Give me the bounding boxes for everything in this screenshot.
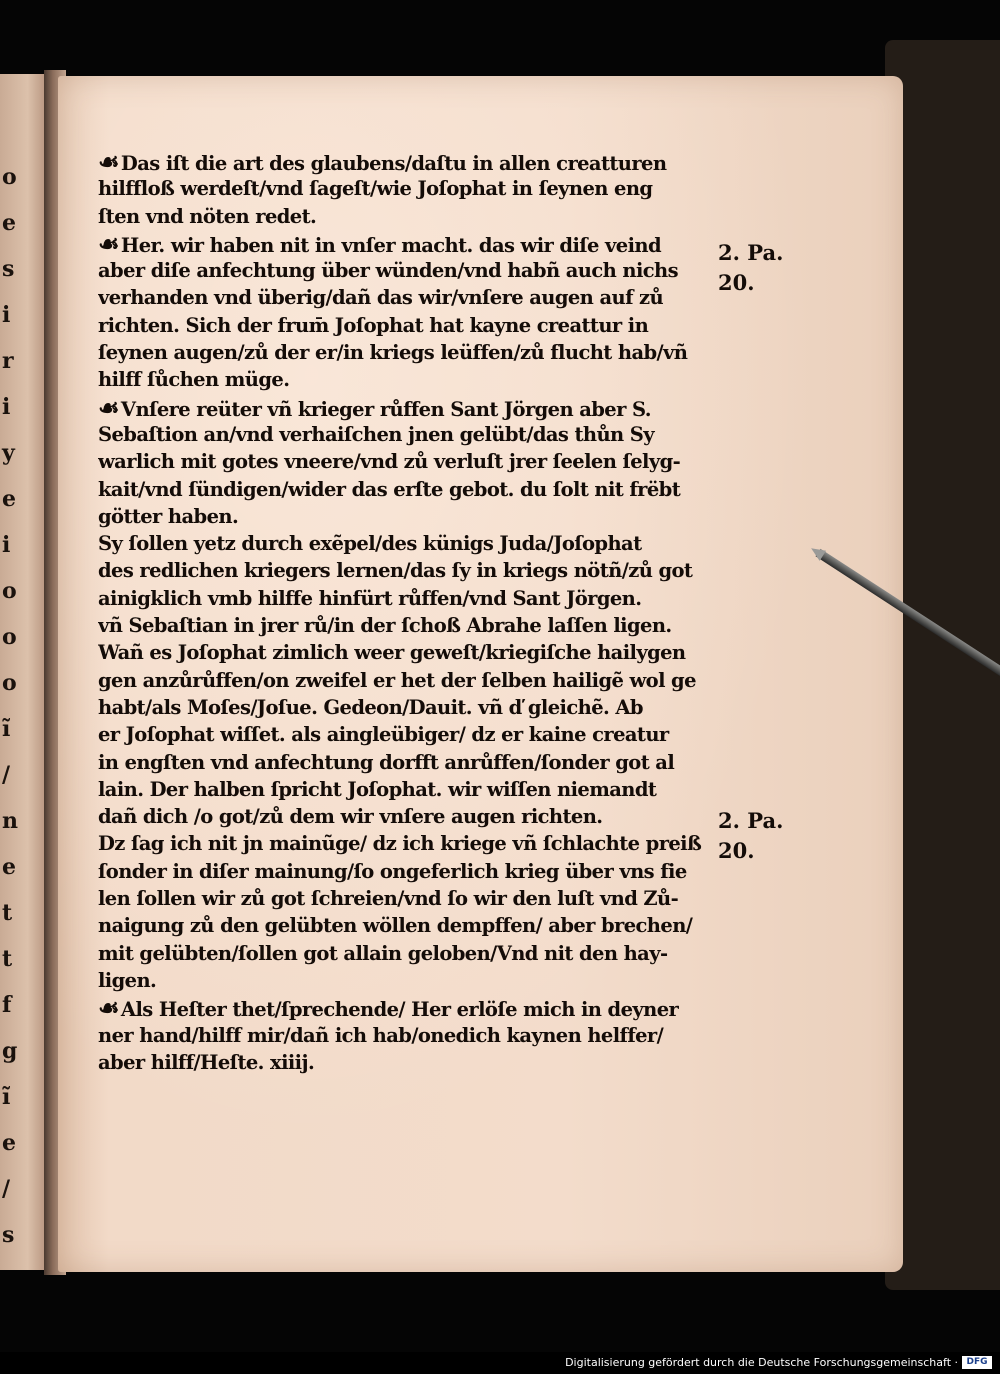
- left-page-edge-glyph: r: [2, 348, 14, 374]
- text-line-content: ſonder in diſer mainung/ſo ongeferlich krieg über vns fie: [98, 859, 687, 883]
- left-page-edge-glyph: i: [2, 394, 11, 420]
- text-line: [98, 994, 718, 1021]
- text-line-content: ner hand/hilff mir/dañ ich hab/onedich kaynen helffer/: [98, 1023, 664, 1047]
- text-line: [98, 694, 718, 721]
- text-line: [98, 203, 718, 230]
- left-page-edge-glyph: f: [2, 992, 12, 1018]
- margin-number-top: 20.: [718, 270, 755, 295]
- left-page-edge-glyph: g: [2, 1038, 18, 1064]
- text-line-content: aber diſe anfechtung über wünden/vnd habñ auch nichs: [98, 259, 678, 283]
- text-line: [98, 1022, 718, 1049]
- text-line-content: vñ Sebaſtian in jrer rů/in der ſchoß Abrahe laſſen ligen.: [98, 614, 672, 638]
- text-line: [98, 721, 718, 748]
- text-line: [98, 421, 718, 448]
- text-line-content: lain. Der halben ſpricht Joſophat. wir wiſſen niemandt: [98, 777, 657, 801]
- left-page-edge-glyph: o: [2, 578, 17, 604]
- text-line-content: Als Heſter thet/ſprechende/ Her erlöſe mich in deyner: [120, 998, 679, 1022]
- footer-credit: Digitalisierung gefördert durch die Deutsche Forschungsgemeinschaft ·: [565, 1356, 958, 1369]
- text-line-content: er Joſophat wiſſet. als aingleübiger/ dz er kaine creatur: [98, 723, 669, 747]
- left-page-edge-glyph: s: [2, 1222, 15, 1248]
- text-line: [98, 912, 718, 939]
- text-line-content: Dz ſag ich nit jn mainũge/ dz ich kriege vñ ſchlachte preiß: [98, 832, 702, 856]
- text-line-content: habt/als Moſes/Joſue. Gedeon/Dauit. vñ ď gleichẽ. Ab: [98, 695, 643, 719]
- left-page-edge-glyph: o: [2, 670, 17, 696]
- left-page-edge: [0, 74, 46, 1270]
- text-line-content: ligen.: [98, 968, 157, 992]
- text-line-content: richten. Sich der frum̄ Joſophat hat kayne creattur in: [98, 313, 649, 337]
- text-line: [98, 776, 718, 803]
- left-page-edge-glyph: n: [2, 808, 18, 834]
- text-line-content: Das iſt die art des glaubens/daſtu in allen creatturen: [120, 152, 667, 175]
- text-line: [98, 448, 718, 475]
- text-line: [98, 612, 718, 639]
- text-line-content: dañ dich /o got/zů dem wir vnſere augen richten.: [98, 805, 603, 829]
- text-line-content: len ſollen wir zů got ſchreien/vnd ſo wir den luſt vnd Zů-: [98, 887, 679, 911]
- text-line-content: ſten vnd nöten redet.: [98, 204, 317, 228]
- text-line-content: gen anzůrůffen/on zweifel er het der ſelben hailigẽ wol ge: [98, 668, 696, 692]
- left-page-edge-glyph: y: [2, 440, 15, 466]
- text-line: [98, 585, 718, 612]
- text-line: [98, 749, 718, 776]
- left-page-edge-glyph: t: [2, 946, 13, 972]
- text-line-content: Sy ſollen yetz durch exẽpel/des künigs Juda/Joſophat: [98, 532, 642, 556]
- text-line-content: des redlichen kriegers lernen/das ſy in kriegs nötñ/zů got: [98, 559, 693, 583]
- left-page-edge-glyph: e: [2, 854, 16, 880]
- text-line-content: Vnſere reüter vñ krieger růffen Sant Jörgen aber S.: [120, 397, 651, 421]
- margin-reference-bottom: 2. Pa.: [718, 808, 784, 833]
- text-line-content: Wañ es Joſophat zimlich weer geweſt/kriegiſche hailygen: [98, 641, 686, 665]
- text-line: [98, 312, 718, 339]
- text-line: [98, 885, 718, 912]
- text-line: [98, 1049, 718, 1076]
- left-page-edge-glyph: /: [2, 1176, 11, 1202]
- left-page-edge-glyph: i: [2, 532, 11, 558]
- left-page-edge-glyph: ĩ: [2, 1084, 11, 1110]
- text-line: [98, 394, 718, 421]
- left-page-edge-text: [2, 154, 16, 1258]
- text-line: [98, 803, 718, 830]
- text-line-content: Sebaſtion an/vnd verhaiſchen jnen gelübt/das thůn Sy: [98, 422, 655, 446]
- text-line-content: kait/vnd ſündigen/wider das erſte gebot. du ſolt nit frëbt: [98, 477, 681, 501]
- text-line: [98, 967, 718, 994]
- page-text-block: [98, 148, 718, 1076]
- left-page-edge-glyph: e: [2, 1130, 16, 1156]
- left-page-edge-glyph: o: [2, 164, 17, 190]
- margin-reference-top: 2. Pa.: [718, 240, 784, 265]
- left-page-edge-glyph: o: [2, 624, 17, 650]
- text-line: [98, 858, 718, 885]
- text-line-content: in engſten vnd anfechtung dorfft anrůffen/ſonder got al: [98, 750, 675, 774]
- text-line-content: hilffloß werdeſt/vnd ſageſt/wie Joſophat in ſeynen eng: [98, 177, 653, 201]
- text-line-content: ſeynen augen/zů der er/in kriegs leüffen/zů flucht hab/vñ: [98, 341, 688, 365]
- text-line-content: verhanden vnd überig/dañ das wir/vnſere augen auf zů: [98, 286, 664, 310]
- text-line-content: aber hilff/Heſte. xiiij.: [98, 1050, 315, 1074]
- paragraph-mark: ☙: [98, 393, 119, 421]
- paragraph-mark: ☙: [98, 229, 119, 258]
- text-line: [98, 557, 718, 584]
- text-line: [98, 940, 718, 967]
- text-line-content: götter haben.: [98, 504, 239, 528]
- text-line-content: ainigklich vmb hilffe hinfürt růffen/vnd Sant Jörgen.: [98, 586, 642, 610]
- text-line-content: warlich mit gotes vneere/vnd zů verluſt jrer ſeelen ſelyg-: [98, 450, 681, 474]
- dfg-logo: DFG: [962, 1356, 992, 1369]
- left-page-edge-glyph: i: [2, 302, 11, 328]
- text-line: [98, 148, 718, 175]
- left-page-edge-glyph: /: [2, 762, 11, 788]
- text-line: [98, 667, 718, 694]
- left-page-edge-glyph: ĩ: [2, 716, 11, 742]
- text-line: [98, 366, 718, 393]
- left-page-edge-glyph: e: [2, 486, 16, 512]
- text-line-content: hilff ſůchen müge.: [98, 368, 290, 392]
- text-line: [98, 175, 718, 202]
- text-line: [98, 639, 718, 666]
- text-line-content: naigung zů den gelübten wöllen dempffen/ aber brechen/: [98, 914, 693, 938]
- left-page-edge-glyph: t: [2, 900, 13, 926]
- paragraph-mark: ☙: [98, 148, 119, 176]
- text-line-content: Her. wir haben nit in vnſer macht. das wir diſe veind: [120, 233, 661, 257]
- text-line: [98, 339, 718, 366]
- paragraph-mark: ☙: [98, 994, 119, 1022]
- text-line: [98, 284, 718, 311]
- text-line: [98, 830, 718, 857]
- left-page-edge-glyph: s: [2, 256, 15, 282]
- text-line: [98, 476, 718, 503]
- text-line: [98, 503, 718, 530]
- text-line-content: mit gelübten/ſollen got allain geloben/Vnd nit den hay-: [98, 941, 668, 965]
- left-page-edge-glyph: e: [2, 210, 16, 236]
- text-line: [98, 530, 718, 557]
- text-line: [98, 257, 718, 284]
- margin-number-bottom: 20.: [718, 838, 755, 863]
- text-line: [98, 230, 718, 257]
